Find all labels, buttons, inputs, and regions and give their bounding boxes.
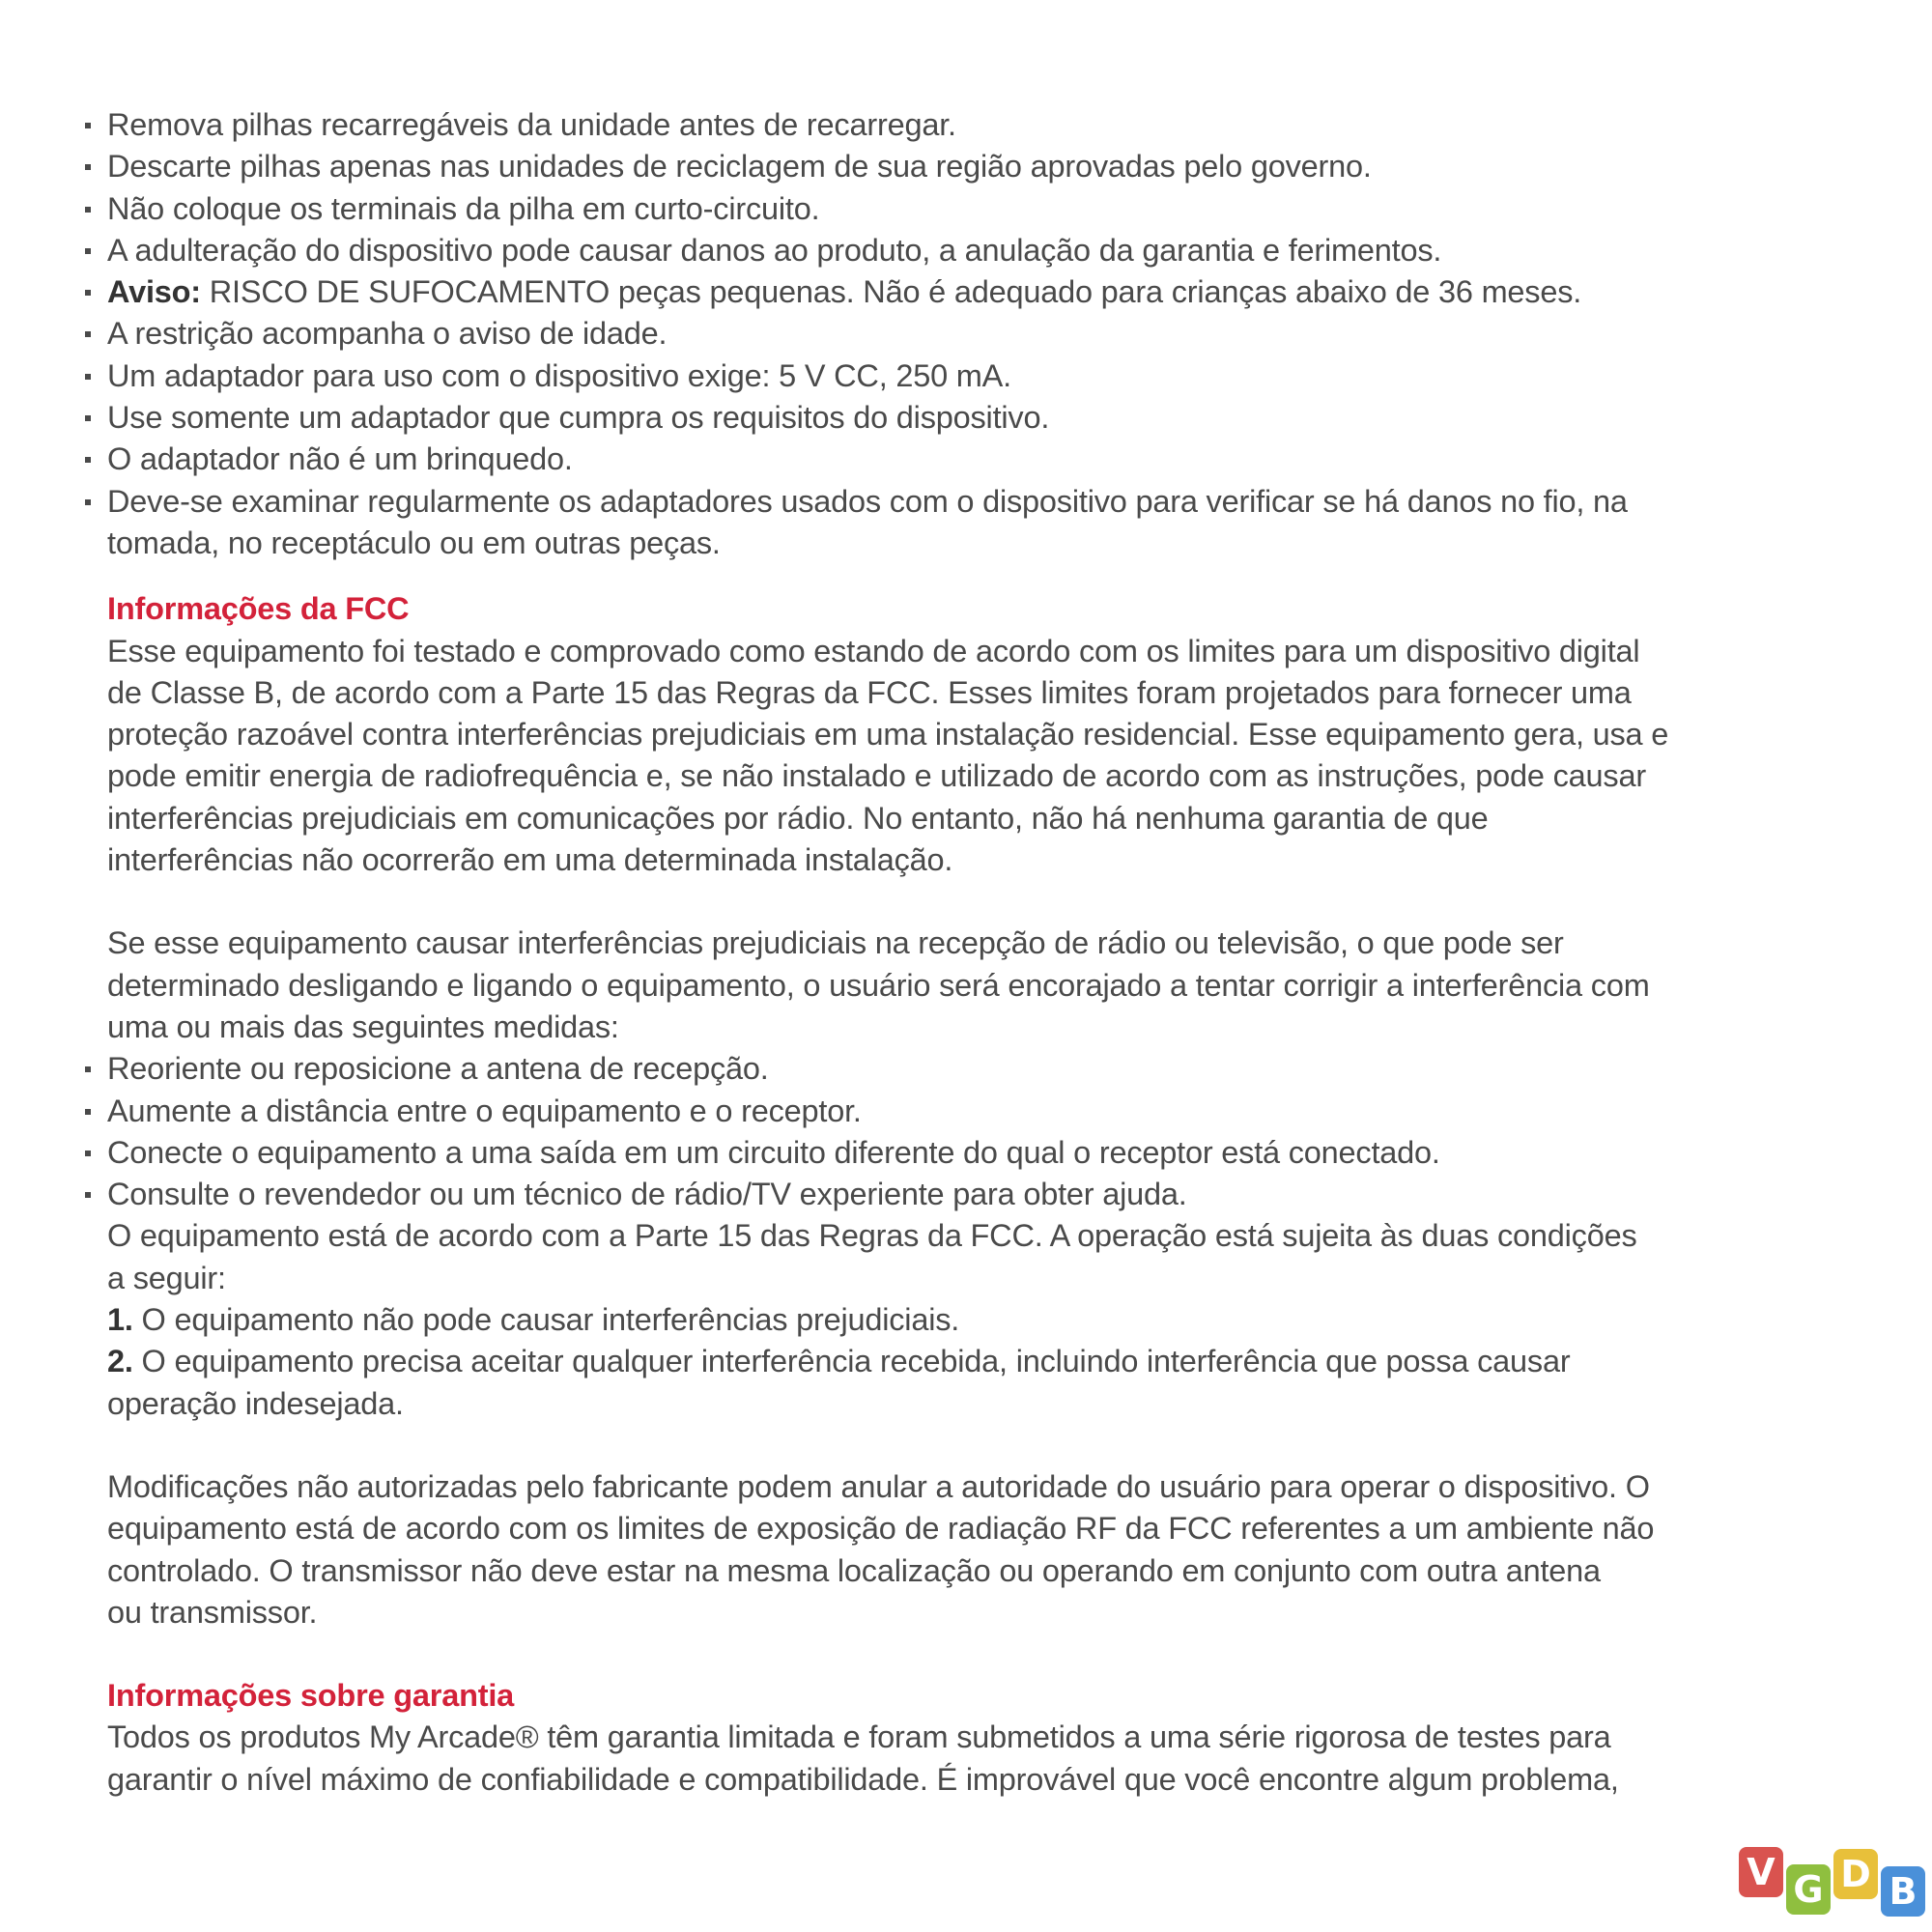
bullet-icon bbox=[85, 457, 91, 463]
logo-tile-g: G bbox=[1786, 1864, 1831, 1915]
fcc-paragraph-1: Esse equipamento foi testado e comprovado como estando de acordo com os limites para um dispositivo digital de Classe B, de acordo com a Parte 15 das Regras da FCC. Esses limites foram projetados para fornecer uma proteção razoável contra interferências prejudiciais em uma instalação residencial. Esse equipamento gera, usa e pode emitir energia de radiofrequência e, se não instalado e utilizado de acordo com as instruções, pode causar interferências prejudiciais em comunicações por rádio. No entanto, não há nenhuma garantia de que interferências não ocorrerão em uma determinada instalação. bbox=[107, 633, 1669, 878]
condition-item: 2. O equipamento precisa aceitar qualquer interferência recebida, incluindo interferência que possa causar bbox=[107, 1344, 1571, 1379]
logo-tile-b: B bbox=[1881, 1866, 1925, 1917]
manual-page bbox=[81, 104, 1781, 1801]
logo-tile-d: D bbox=[1833, 1849, 1878, 1899]
fcc-measures-list bbox=[81, 1048, 1781, 1215]
list-item: Deve-se examinar regularmente os adaptadores usados com o dispositivo para verificar se há danos no fio, na tomada, no receptáculo ou em outras peças. bbox=[81, 481, 1781, 565]
list-item: A adulteração do dispositivo pode causar danos ao produto, a anulação da garantia e ferimentos. bbox=[81, 230, 1781, 271]
logo-tile-v: V bbox=[1739, 1847, 1783, 1897]
list-item: A restrição acompanha o aviso de idade. bbox=[81, 313, 1781, 355]
warranty-paragraph: Todos os produtos My Arcade® têm garantia limitada e foram submetidos a uma série rigorosa de testes para garantir o nível máximo de confiabilidade e compatibilidade. É improvável que você encontre algum problema, bbox=[107, 1719, 1619, 1797]
list-item: Aumente a distância entre o equipamento e o receptor. bbox=[81, 1091, 1781, 1132]
list-item: Consulte o revendedor ou um técnico de rádio/TV experiente para obter ajuda. bbox=[81, 1174, 1781, 1215]
bullet-icon bbox=[85, 207, 91, 213]
bullet-icon bbox=[85, 1151, 91, 1156]
fcc-paragraph-2: Se esse equipamento causar interferências prejudiciais na recepção de rádio ou televisão, o que pode ser determinado desligando e ligando o equipamento, o usuário será encorajado a tentar corrigir a interferência com uma ou mais das seguintes medidas: bbox=[107, 925, 1650, 1044]
bullet-icon bbox=[85, 1109, 91, 1115]
bullet-icon bbox=[85, 248, 91, 254]
list-item: Um adaptador para uso com o dispositivo exige: 5 V CC, 250 mA. bbox=[81, 355, 1781, 397]
list-item: O adaptador não é um brinquedo. bbox=[81, 439, 1781, 480]
list-item-warning: Aviso: RISCO DE SUFOCAMENTO peças pequenas. Não é adequado para crianças abaixo de 36 meses. bbox=[81, 271, 1781, 313]
bullet-icon bbox=[85, 499, 91, 505]
bullet-icon bbox=[85, 415, 91, 421]
bullet-icon bbox=[85, 331, 91, 337]
condition-item: 1. O equipamento não pode causar interferências prejudiciais. bbox=[107, 1302, 960, 1338]
list-item: Use somente um adaptador que cumpra os requisitos do dispositivo. bbox=[81, 397, 1781, 439]
bullet-icon bbox=[85, 164, 91, 170]
fcc-conditions-intro: O equipamento está de acordo com a Parte 15 das Regras da FCC. A operação está sujeita às duas condições a seguir: bbox=[107, 1218, 1637, 1295]
condition-number: 1. bbox=[107, 1302, 133, 1338]
fcc-paragraph-3: Modificações não autorizadas pelo fabricante podem anular a autoridade do usuário para operar o dispositivo. O equipamento está de acordo com os limites de exposição de radiação RF da FCC referentes a um ambiente não controlado. O transmissor não deve estar na mesma localização ou operando em conjunto com outra antena ou transmissor. bbox=[107, 1468, 1655, 1630]
list-item: Conecte o equipamento a uma saída em um circuito diferente do qual o receptor está conectado. bbox=[81, 1132, 1781, 1174]
vgdb-watermark-logo bbox=[1739, 1851, 1925, 1913]
condition-number: 2. bbox=[107, 1344, 133, 1379]
warranty-heading: Informações sobre garantia bbox=[107, 1678, 515, 1714]
list-item: Descarte pilhas apenas nas unidades de reciclagem de sua região aprovadas pelo governo. bbox=[81, 146, 1781, 187]
bullet-icon bbox=[85, 123, 91, 128]
bullet-icon bbox=[85, 1192, 91, 1198]
bullet-icon bbox=[85, 374, 91, 380]
bullet-icon bbox=[85, 1066, 91, 1072]
warning-label: Aviso: bbox=[107, 274, 201, 310]
safety-bullet-list bbox=[81, 104, 1781, 564]
list-item: Não coloque os terminais da pilha em curto-circuito. bbox=[81, 188, 1781, 230]
list-item: Reoriente ou reposicione a antena de recepção. bbox=[81, 1048, 1781, 1090]
bullet-icon bbox=[85, 290, 91, 296]
fcc-conditions-list: 1. O equipamento não pode causar interferências prejudiciais. 2. O equipamento precisa aceitar qualquer interferência recebida, incluindo interferência que possa causar operação indesejada. bbox=[81, 1299, 1781, 1425]
fcc-heading: Informações da FCC bbox=[107, 591, 410, 627]
list-item: Remova pilhas recarregáveis da unidade antes de recarregar. bbox=[81, 104, 1781, 146]
